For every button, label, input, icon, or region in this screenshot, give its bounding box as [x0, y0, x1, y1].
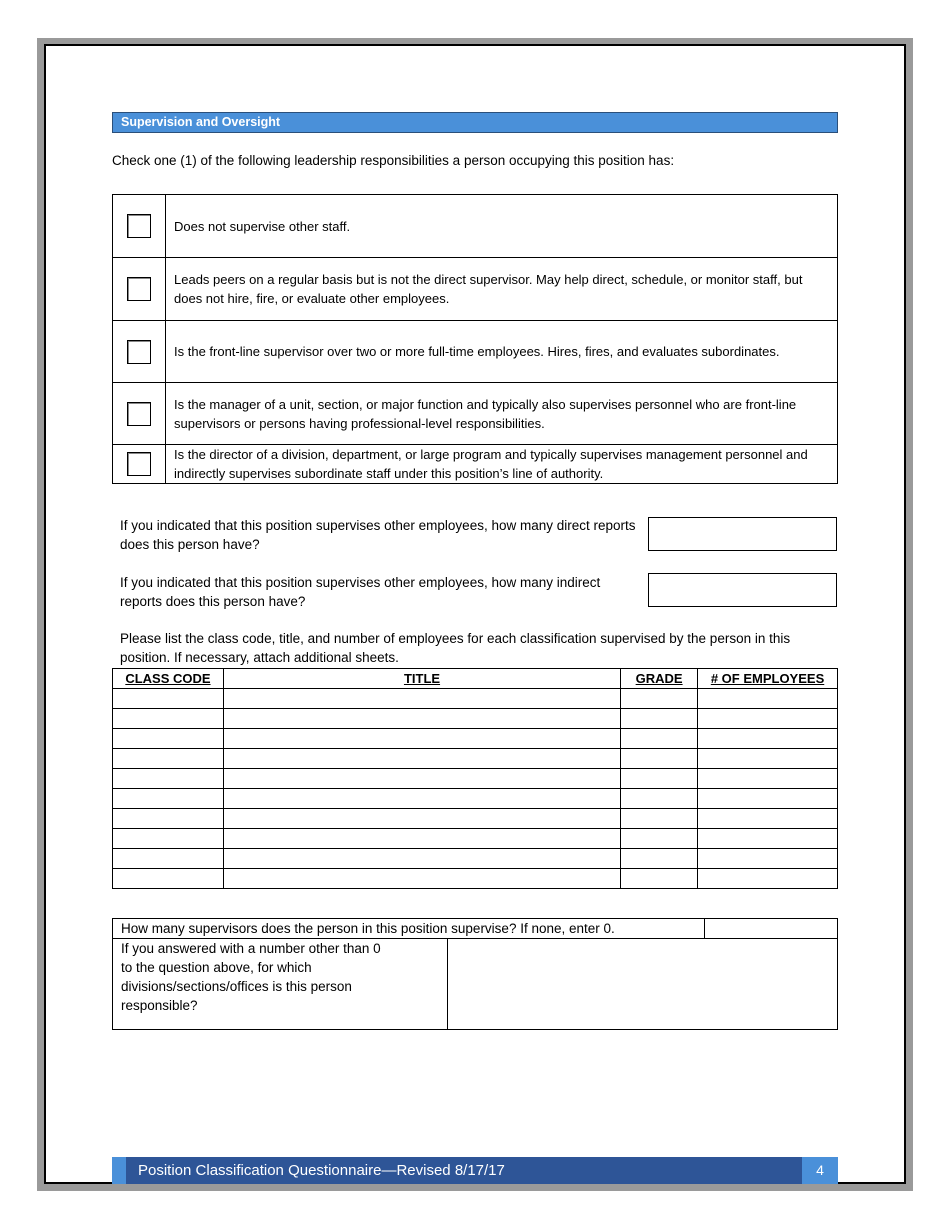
table-row	[113, 789, 838, 809]
table-row	[113, 769, 838, 789]
responsibility-text: Is the front-line supervisor over two or more full-time employees. Hires, fires, and evaluates subordinates.	[166, 321, 838, 383]
responsibilities-table	[112, 194, 838, 484]
intro-text: Check one (1) of the following leadership responsibilities a person occupying this position has:	[112, 153, 675, 168]
classification-table	[112, 668, 838, 889]
indirect-reports-input[interactable]	[648, 573, 837, 607]
responsibility-text: Does not supervise other staff.	[166, 195, 838, 258]
table-row	[113, 689, 838, 709]
supervisors-divisions-row	[113, 939, 838, 1030]
responsibility-checkbox[interactable]	[127, 277, 151, 301]
supervisors-divisions-label: If you answered with a number other than 0 to the question above, for which divisions/sections/offices is this person responsible?	[113, 939, 448, 1030]
class-code-header: CLASS CODE	[113, 669, 224, 689]
responsibility-checkbox[interactable]	[127, 340, 151, 364]
responsibility-checkbox[interactable]	[127, 214, 151, 238]
table-row	[113, 709, 838, 729]
footer-accent	[112, 1157, 126, 1184]
responsibility-checkbox[interactable]	[127, 452, 151, 476]
page-footer	[112, 1157, 838, 1184]
table-header-row	[113, 669, 838, 689]
grade-header: GRADE	[621, 669, 698, 689]
page-number: 4	[802, 1157, 838, 1184]
section-header: Supervision and Oversight	[112, 112, 838, 133]
responsibility-checkbox[interactable]	[127, 402, 151, 426]
responsibility-row	[113, 258, 838, 321]
responsibility-row	[113, 383, 838, 445]
supervisors-table	[112, 918, 838, 1030]
table-row	[113, 809, 838, 829]
table-row	[113, 849, 838, 869]
direct-reports-label: If you indicated that this position supervises other employees, how many direct reports does this person have?	[120, 518, 636, 552]
table-row	[113, 749, 838, 769]
indirect-reports-label: If you indicated that this position supervises other employees, how many indirect reports does this person have?	[120, 575, 601, 609]
title-header: TITLE	[223, 669, 620, 689]
supervisors-count-label: How many supervisors does the person in this position supervise? If none, enter 0.	[113, 919, 705, 939]
responsibility-text: Leads peers on a regular basis but is not the direct supervisor. May help direct, schedule, or monitor staff, but does not hire, fire, or evaluate other employees.	[166, 258, 838, 321]
employees-header: # OF EMPLOYEES	[698, 669, 838, 689]
class-list-instructions: Please list the class code, title, and number of employees for each classification supervised by the person in this position. If necessary, attach additional sheets.	[120, 631, 791, 665]
supervisors-count-input[interactable]	[705, 919, 838, 939]
table-row	[113, 869, 838, 889]
table-row	[113, 829, 838, 849]
responsibility-row	[113, 195, 838, 258]
responsibility-row	[113, 445, 838, 484]
supervisors-divisions-input[interactable]	[447, 939, 837, 1030]
direct-reports-input[interactable]	[648, 517, 837, 551]
responsibility-text: Is the director of a division, department, or large program and typically supervises management personnel and indirectly supervises subordinate staff under this position’s line of authority.	[166, 445, 838, 484]
footer-title: Position Classification Questionnaire—Revised 8/17/17	[126, 1157, 802, 1184]
supervisors-count-row	[113, 919, 838, 939]
responsibility-row	[113, 321, 838, 383]
table-row	[113, 729, 838, 749]
responsibility-text: Is the manager of a unit, section, or major function and typically also supervises personnel who are front-line supervisors or persons having professional-level responsibilities.	[166, 383, 838, 445]
